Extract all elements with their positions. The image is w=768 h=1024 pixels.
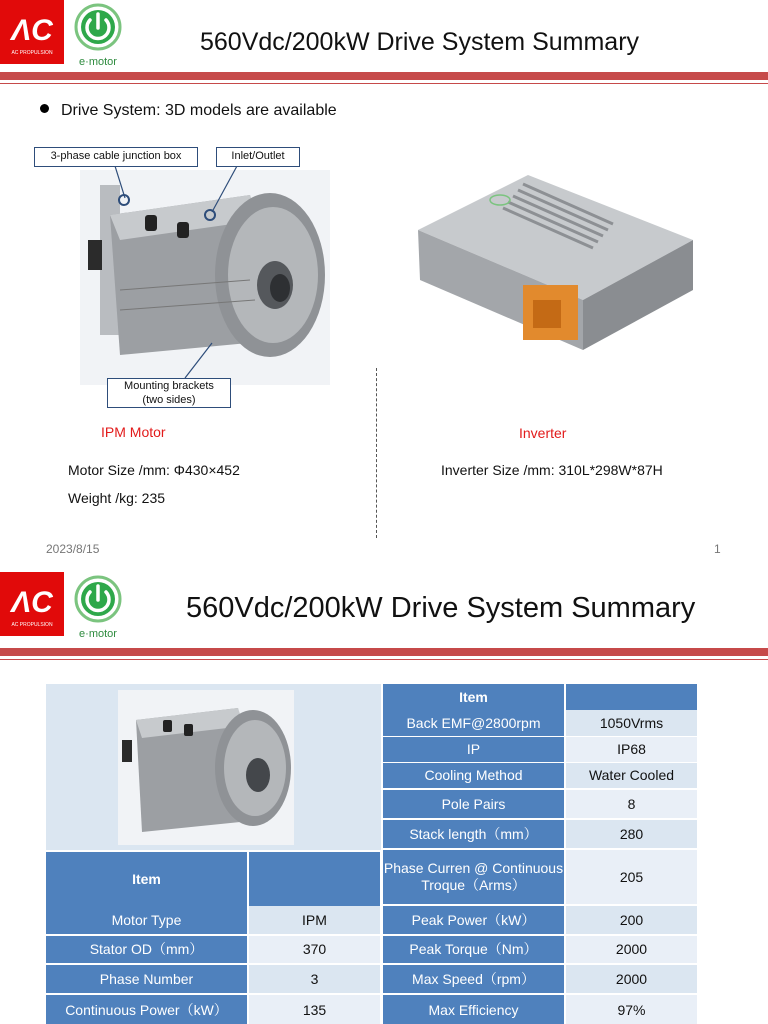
- header-divider: [0, 72, 768, 80]
- page-title: 560Vdc/200kW Drive System Summary: [200, 28, 640, 56]
- table-label-cell: Peak Power（kW）: [383, 906, 564, 934]
- header-divider-thin: [0, 659, 768, 660]
- table-label-cell: Stator OD（mm）: [46, 936, 247, 963]
- table-value-cell: 135: [249, 995, 380, 1024]
- table-value-cell: 2000: [566, 965, 697, 993]
- motor-weight-text: Weight /kg: 235: [68, 490, 166, 506]
- table-value-cell: 97%: [566, 995, 697, 1024]
- ipm-motor-label: IPM Motor: [101, 424, 166, 440]
- emotor-logo: [68, 572, 128, 642]
- table-value-cell: 3: [249, 965, 380, 993]
- table-label-cell: Continuous Power（kW）: [46, 995, 247, 1024]
- table-value-cell: Water Cooled: [566, 763, 697, 788]
- table-label-cell: Motor Type: [46, 906, 247, 934]
- vertical-divider: [376, 368, 377, 538]
- inverter-size-text: Inverter Size /mm: 310L*298W*87H: [441, 462, 663, 478]
- table-header-cell: Item: [383, 684, 564, 710]
- bullet-text: Drive System: 3D models are available: [40, 102, 337, 120]
- slide-date: 2023/8/15: [46, 542, 100, 556]
- callout-mounting-brackets: Mounting brackets (two sides): [107, 378, 231, 408]
- ac-propulsion-logo: [0, 572, 64, 636]
- table-value-cell: 1050Vrms: [566, 710, 697, 736]
- table-value-cell: 8: [566, 790, 697, 818]
- ipm-motor-thumbnail: [118, 690, 294, 845]
- svg-text:AC PROPULSION: AC PROPULSION: [11, 50, 53, 56]
- table-value-cell: 200: [566, 906, 697, 934]
- table-label-cell: Stack length（mm）: [383, 820, 564, 848]
- table-label-cell: Peak Torque（Nm）: [383, 936, 564, 963]
- callout-inlet-outlet: Inlet/Outlet: [216, 147, 300, 167]
- slide-2: [0, 572, 768, 1024]
- table-label-cell: Pole Pairs: [383, 790, 564, 818]
- table-label-cell: Max Efficiency: [383, 995, 564, 1024]
- table-value-cell: 370: [249, 936, 380, 963]
- table-label-cell: Max Speed（rpm）: [383, 965, 564, 993]
- ipm-motor-image: [80, 170, 330, 385]
- table-header-cell: [566, 684, 697, 710]
- emotor-logo: [68, 0, 128, 70]
- page-title: 560Vdc/200kW Drive System Summary: [186, 592, 696, 624]
- motor-size-text: Motor Size /mm: Φ430×452: [68, 462, 240, 478]
- table-value-cell: IP68: [566, 737, 697, 762]
- svg-text:AC PROPULSION: AC PROPULSION: [11, 622, 53, 628]
- svg-text:ɅC: ɅC: [11, 14, 53, 47]
- header-divider-thin: [0, 83, 768, 84]
- svg-text:e·motor: e·motor: [79, 628, 117, 640]
- page-number: 1: [714, 542, 721, 556]
- bullet-icon: [40, 104, 49, 113]
- ac-propulsion-logo: [0, 0, 64, 64]
- table-value-cell: 205: [566, 850, 697, 904]
- callout-junction-box: 3-phase cable junction box: [34, 147, 198, 167]
- table-value-cell: 2000: [566, 936, 697, 963]
- table-label-cell: IP: [383, 737, 564, 762]
- table-label-cell: Phase Number: [46, 965, 247, 993]
- table-value-cell: 280: [566, 820, 697, 848]
- table-label-cell: Phase Curren @ Continuous Troque（Arms）: [383, 850, 564, 904]
- table-value-cell: IPM: [249, 906, 380, 934]
- table-header-cell: Item: [46, 852, 247, 906]
- svg-text:e·motor: e·motor: [79, 56, 117, 68]
- header-divider: [0, 648, 768, 656]
- inverter-image: [408, 170, 703, 355]
- table-label-cell: Back EMF@2800rpm: [383, 710, 564, 736]
- table-label-cell: Cooling Method: [383, 763, 564, 788]
- table-header-cell: [249, 852, 380, 906]
- inverter-label: Inverter: [519, 425, 567, 441]
- svg-text:ɅC: ɅC: [11, 586, 53, 619]
